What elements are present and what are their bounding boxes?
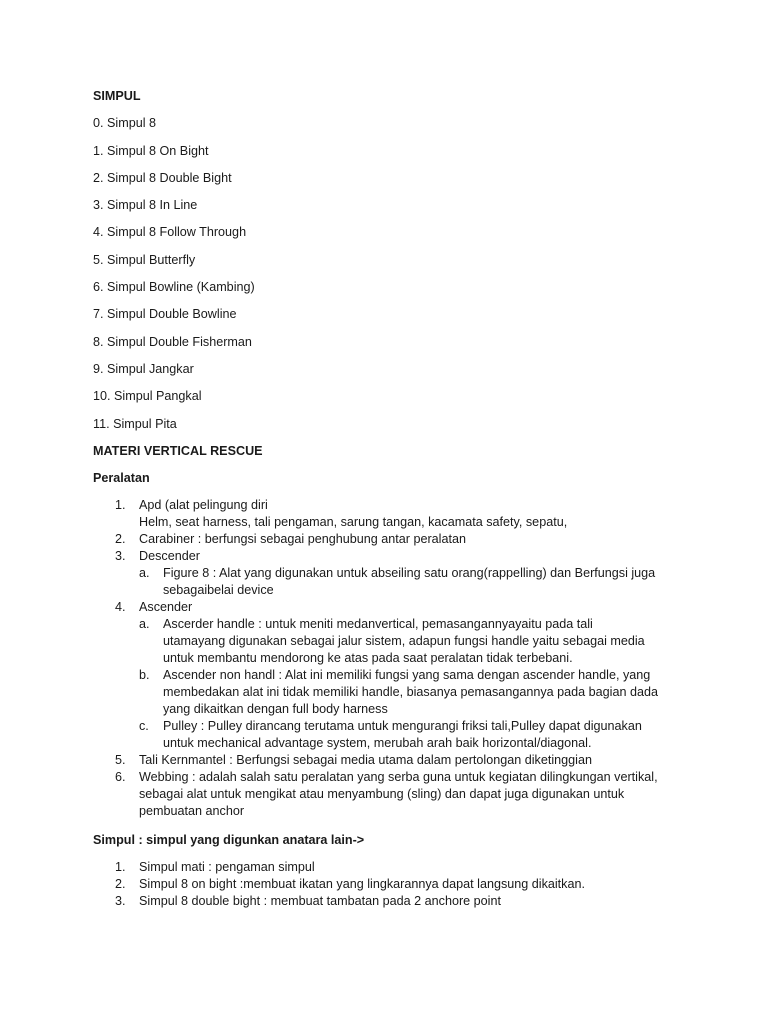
list-item: 4. Simpul 8 Follow Through [93, 225, 247, 240]
list-item [93, 876, 693, 893]
item-text: Apd (alat pelingung diri [139, 498, 268, 513]
item-text: untuk mechanical advantage system, merubah arah baik horizontal/diagonal. [163, 736, 592, 751]
item-text: Helm, seat harness, tali pengaman, sarung tangan, kacamata safety, sepatu, [139, 515, 568, 530]
list-item [139, 616, 693, 667]
list-item [139, 565, 693, 599]
list-item [93, 599, 693, 752]
list-marker: 5. [115, 753, 126, 768]
list-marker: 6. [115, 770, 126, 785]
item-text: yang dikaitkan dengan full body harness [163, 702, 388, 717]
list-item: 0. Simpul 8 [93, 116, 156, 131]
list-item: 2. Simpul 8 Double Bight [93, 170, 232, 185]
item-text: Ascerder handle : untuk meniti medanvertical, pemasangannyayaitu pada tali [163, 617, 593, 632]
descender-sublist [139, 565, 693, 599]
list-marker: 1. [115, 860, 126, 875]
list-marker: 1. [115, 498, 126, 513]
item-text: Descender [139, 549, 200, 564]
list-item: 11. Simpul Pita [93, 416, 177, 431]
item-text: membedakan alat ini tidak memiliki handle, biasanya pemasangannya pada bagian dada [163, 685, 658, 700]
item-text: Pulley : Pulley dirancang terutama untuk mengurangi friksi tali,Pulley dapat digunakan [163, 719, 642, 734]
document-content [93, 88, 693, 910]
item-text: Simpul 8 on bight :membuat ikatan yang lingkarannya dapat langsung dikaitkan. [139, 877, 585, 892]
list-marker: a. [139, 566, 150, 581]
list-item [93, 893, 693, 910]
list-marker: c. [139, 719, 149, 734]
peralatan-heading: Peralatan [93, 471, 150, 486]
materi-heading: MATERI VERTICAL RESCUE [93, 443, 263, 458]
simpul-title: SIMPUL [93, 89, 141, 103]
list-item: 3. Simpul 8 In Line [93, 198, 198, 213]
list-item: 9. Simpul Jangkar [93, 361, 194, 376]
item-text: utamayang digunakan sebagai jalur sistem, adapun fungsi handle yaitu sebagai media [163, 634, 645, 649]
list-marker: 3. [115, 894, 126, 909]
list-item: 1. Simpul 8 On Bight [93, 143, 209, 158]
simpul-uses-heading: Simpul : simpul yang digunkan anatara lain-> [93, 833, 365, 848]
list-item: 7. Simpul Double Bowline [93, 307, 237, 322]
item-text: Carabiner : berfungsi sebagai penghubung antar peralatan [139, 532, 466, 547]
list-marker: a. [139, 617, 150, 632]
list-marker: b. [139, 668, 150, 683]
list-item [93, 752, 693, 769]
peralatan-list [93, 497, 693, 820]
list-item [93, 859, 693, 876]
list-marker: 2. [115, 877, 126, 892]
item-text: untuk membantu mendorong ke atas pada saat peralatan tidak terbebani. [163, 651, 573, 666]
list-item: 5. Simpul Butterfly [93, 252, 196, 267]
list-item [93, 531, 693, 548]
list-marker: 4. [115, 600, 126, 615]
list-item [93, 497, 693, 531]
simpul-uses-list [93, 859, 693, 910]
item-text: sebagaibelai device [163, 583, 274, 598]
list-marker: 3. [115, 549, 126, 564]
item-text: Webbing : adalah salah satu peralatan yang serba guna untuk kegiatan dilingkungan vertikal, [139, 770, 658, 785]
item-text: Figure 8 : Alat yang digunakan untuk abseiling satu orang(rappelling) dan Berfungsi juga [163, 566, 656, 581]
list-item: 8. Simpul Double Fisherman [93, 334, 252, 349]
item-text: pembuatan anchor [139, 804, 245, 819]
item-text: Tali Kernmantel : Berfungsi sebagai media utama dalam pertolongan diketinggian [139, 753, 592, 768]
ascender-sublist [139, 616, 693, 752]
list-item: 6. Simpul Bowline (Kambing) [93, 280, 255, 295]
item-text: Ascender non handl : Alat ini memiliki fungsi yang sama dengan ascender handle, yang [163, 668, 651, 683]
item-text: sebagai alat untuk mengikat atau menyambung (sling) dan dapat juga digunakan untuk [139, 787, 625, 802]
simpul-list [93, 115, 693, 432]
item-text: Ascender [139, 600, 193, 615]
list-marker: 2. [115, 532, 126, 547]
list-item: 10. Simpul Pangkal [93, 389, 202, 404]
list-item [93, 548, 693, 599]
item-text: Simpul mati : pengaman simpul [139, 860, 315, 875]
list-item [93, 769, 693, 820]
item-text: Simpul 8 double bight : membuat tambatan pada 2 anchore point [139, 894, 501, 909]
list-item [139, 718, 693, 752]
list-item [139, 667, 693, 718]
